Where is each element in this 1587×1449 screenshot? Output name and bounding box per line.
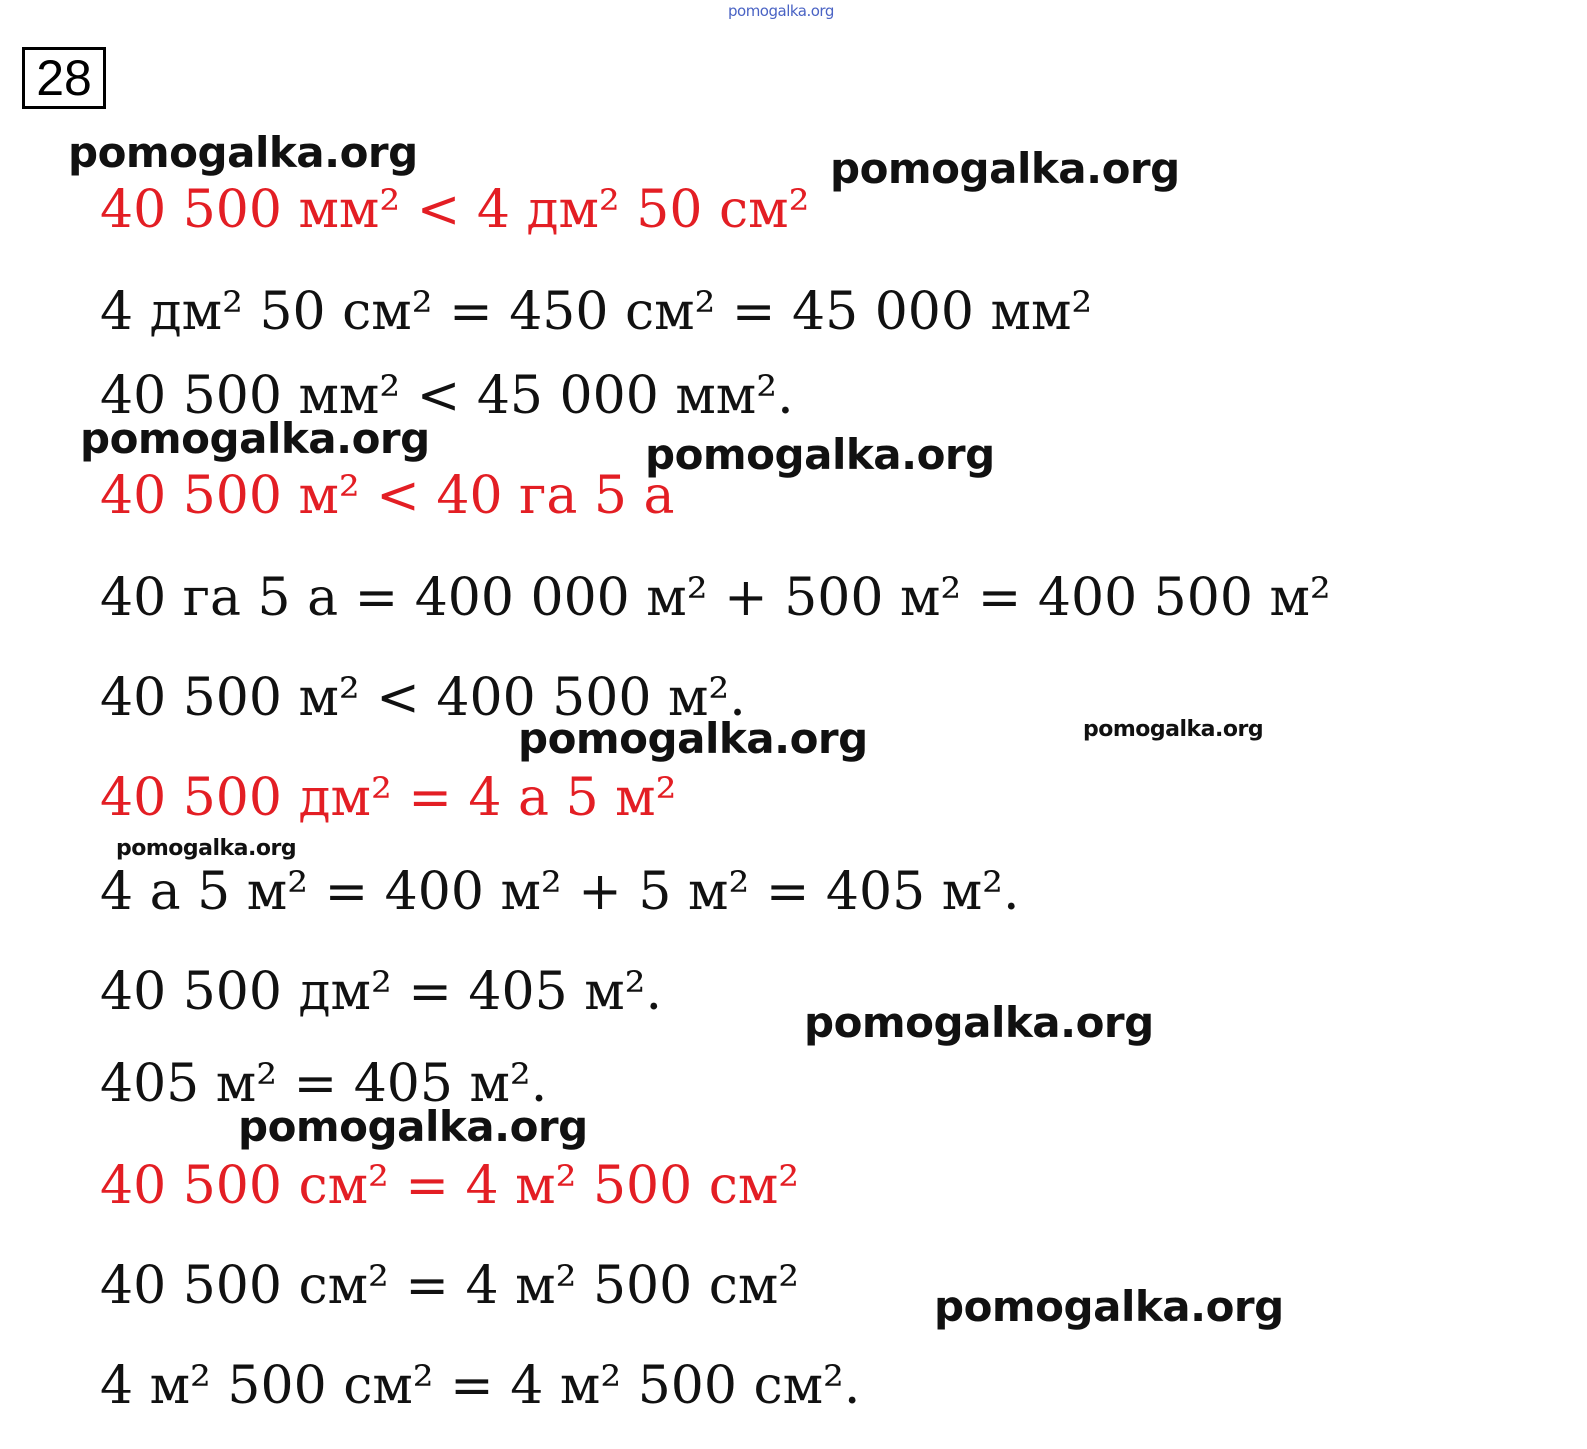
answer-line-2: 40 500 м² < 40 га 5 а [100, 466, 675, 526]
solution-line: 4 а 5 м² = 400 м² + 5 м² = 405 м². [100, 862, 1020, 922]
watermark: pomogalka.org [1083, 717, 1264, 742]
watermark: pomogalka.org [68, 128, 418, 177]
answer-line-1: 40 500 мм² < 4 дм² 50 см² [100, 180, 810, 240]
watermark: pomogalka.org [238, 1102, 588, 1151]
answer-line-3: 40 500 дм² = 4 а 5 м² [100, 768, 677, 828]
solution-line: 40 500 см² = 4 м² 500 см² [100, 1256, 800, 1316]
answer-line-4: 40 500 см² = 4 м² 500 см² [100, 1156, 800, 1216]
solution-line: 4 м² 500 см² = 4 м² 500 см². [100, 1356, 861, 1416]
task-number: 28 [22, 47, 106, 109]
solution-line: 40 500 м² < 400 500 м². [100, 668, 746, 728]
watermark: pomogalka.org [804, 998, 1154, 1047]
watermark: pomogalka.org [116, 836, 297, 861]
solution-line: 40 500 мм² < 45 000 мм². [100, 366, 794, 426]
watermark: pomogalka.org [518, 714, 868, 763]
solution-line: 40 500 дм² = 405 м². [100, 962, 663, 1022]
watermark: pomogalka.org [830, 144, 1180, 193]
watermark: pomogalka.org [645, 430, 995, 479]
watermark: pomogalka.org [80, 414, 430, 463]
solution-line: 40 га 5 а = 400 000 м² + 500 м² = 400 500 м² [100, 568, 1331, 628]
watermark: pomogalka.org [934, 1282, 1284, 1331]
watermark-top: pomogalka.org [728, 2, 834, 20]
solution-line: 405 м² = 405 м². [100, 1054, 548, 1114]
solution-line: 4 дм² 50 см² = 450 см² = 45 000 мм² [100, 282, 1093, 342]
